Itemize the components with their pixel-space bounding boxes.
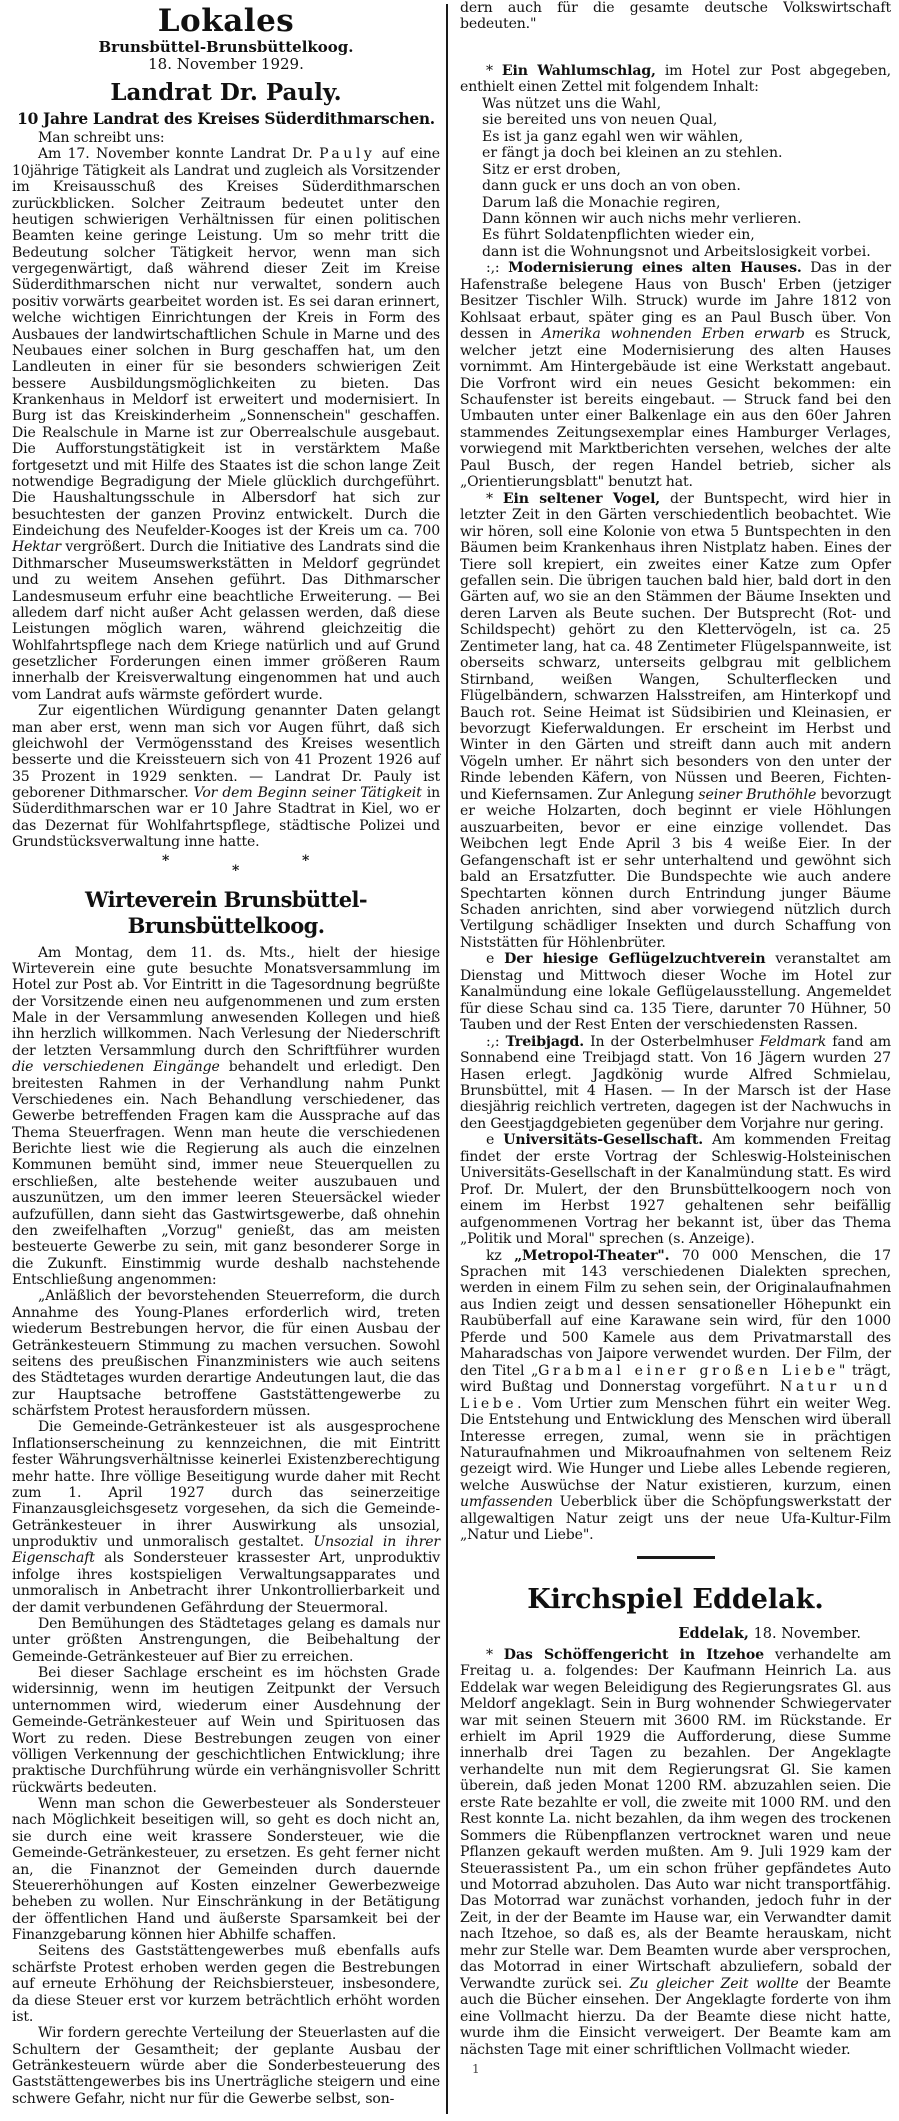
poem-line: Sitz er erst droben, [482,161,621,178]
italic-run: Amerika wohnenden Erben erwarb [541,326,805,343]
item-title: „Metropol-Theater". [514,1247,670,1264]
continuation-text: dern auch für die gesamte deutsche Volkswirtschaft bedeuten." [460,0,891,33]
text-run: Ueberblick über die Schöpfungswerkstatt der allgewaltigen Natur zeigt uns der neue Ufa-Kultur-Film „Natur und Liebe". [460,1494,891,1544]
article-paragraph: „Anläßlich der bevorstehenden Steuerreform, die durch Annahme des Young-Planes erforderlich wird, treten wiederum Bestrebungen hervor, die für einen Ausbau der Getränkesteuern Stimmung zu machen versuchen. Sowohl seitens des preußischen Finanzministers wie auch seitens des Städtetages wurden derartige Andeutungen laut, die das zur Hauptsache betroffene Gaststättengewerbe zu schärfstem Protest herausfordern müssen. [12,1288,440,1419]
text-run: der Buntspecht, wird hier in letzter Zeit in den Gärten verschiedentlich beobachtet. Wie wir hören, soll eine Kolonie von etwa 5 Buntspechten in den Bäumen beim Krankenhaus ihren Nistplatz haben. Eines der Tiere soll krepiert, ein zweites einer Katze zum Opfer gefallen sein. Die übrigen tauchen bald hier, bald dort in den Gärten auf, wo sie an den Stämmen der Bäume Insekten und deren Larven als Beute suchen. Der Butsprecht (Rot- und Schildspecht) gehört zu den Klettervögeln, ist ca. 25 Zentimeter lang, hat ca. 48 Zentimeter Flügelspannweite, ist oberseits schwarz, unterseits gelbgrau mit gelblichem Stirnband, weißen Wangen, Schulterflecken und Flügelbändern, schwarzen Halsstreifen, am Hinterkopf und Bauch rot. Seine Heimat ist Südsibirien und Kleinasien, er bevorzugt Kieferwaldungen. Er erscheint im Herbst und Winter in den Gärten und streift dann auch mit andern Vögeln umher. Er nährt sich besonders von den unter der Rinde lebenden Käfern, von Nüssen und Beeren, Fichten- und Kiefernsamen. Zur Anlegung [460,490,891,803]
item-title: Ein Wahlumschlag, [501,62,656,79]
section-title: Kirchspiel Eddelak. [527,1583,824,1615]
article-wirteverein [12,887,440,2108]
article-intro: Man schreibt uns: [38,130,165,146]
dateline [460,1625,861,1643]
item-title: Modernisierung eines alten Hauses. [508,260,802,277]
italic-run: seiner Bruthöhle [698,786,817,803]
italic-run: Unsozial in ihrer Eigenschaft [12,1534,440,1567]
section-kirchspiel [460,1585,891,2076]
text-run: Das in der Hafenstraße belegene Haus von Busch' Erben (jetziger Besitzer Tischler Wilh. Struck) wurde im Jahre 1812 von Kohlsaat erbaut, später ging es an Paul Busch über. Von dessen in [460,260,891,343]
dateline-place: Eddelak, [678,1624,749,1642]
article-headline: Landrat Dr. Pauly. [110,79,342,106]
item-modernisierung [460,260,891,490]
text-run: im Hotel zur Post abgegeben, enthielt einen Zettel mit folgendem Inhalt: [460,62,891,96]
item-title: Ein seltener Vogel, [502,490,661,507]
article-paragraph: Wir fordern gerechte Verteilung der Steuerlasten auf die Schultern der Gesamtheit; der geplante Ausbau der Getränkesteuern würde aber die Sonderbesteuerung des Gaststättengewerbes bis ins Unerträgliche steigern und eine schwere Gefahr, nicht nur für die Gewerbe selbst, son- [12,2025,440,2107]
article-subheadline: 10 Jahre Landrat des Kreises Süderdithmarschen. [17,110,435,128]
item-schoeffengericht [460,1647,891,2058]
dateline-date: 18. November. [753,1625,861,1642]
item-universitaet [460,1132,891,1247]
text-run: Die Gemeinde-Getränkesteuer ist als ausgesprochene Inflationserscheinung zu kennzeichnen, die mit Eintritt fester Währungsverhältnisse keinerlei Existenzberechtigung mehr hatte. Ihre völlige Beseitigung wurde daher mit Recht zum 1. April 1927 durch das seinerzeitige Finanzausgleichsgesetz vorgesehen, da sich die Gemeinde-Getränkesteuer in ihrer Auswirkung als unsozial, unproduktiv und unmoralisch gestaltet. [12,1419,440,1550]
text-run: Am Montag, dem 11. ds. Mts., hielt der hiesige Wirteverein eine gute besuchte Monatsversammlung im Hotel zur Post ab. Vor Eintritt in die Tagesordnung begrüßte der Vorsitzende einen neu aufgenommenen und zum ersten Male in der Versammlung anwesenden Kollegen und hieß ihn herzlich willkommen. Nach Verlesung der Niederschrift der letzten Versammlung durch den Schriftführer wurden [12,944,440,1059]
star: * [302,852,310,869]
article-landrat [12,79,440,851]
text-run: Am kommenden Freitag findet der erste Vortrag der Schleswig-Holsteinischen Universitäts-Gesellschaft in der Kanalmündung statt. Es wird Prof. Dr. Mulert, der den Brunsbüttelkoogern noch von einem im Herbst 1927 gehaltenen sehr beifällig aufgenommenen Vortrag her bekannt ist, über das Thema „Politik und Moral" sprechen (s. Anzeige). [460,1132,891,1248]
item-treibjagd [460,1034,891,1133]
text-run: der Beamte auch die Bücher einsehen. Der Angeklagte forderte von ihm eine Vollmacht hierzu. Da der Beamte diese nicht hatte, wurde ihm die Einsicht verweigert. Der Beamte kam am nächsten Tage mit einer schriftlichen Vollmacht wieder. [460,1975,891,2058]
article-paragraph [12,1419,440,1616]
article-headline: Wirteverein Brunsbüttel-Brunsbüttelkoog. [84,886,368,938]
text-run: es Struck, welcher jetzt eine Modernisierung des alten Hauses vornimmt. Am Hintergebäude ist eine Werkstatt angebaut. Die Vorfront wird ein neues Gesicht bekommen: ein Schaufenster ist bereits eingebaut. — Struck fand bei den Umbauten unter einer Balkenlage ein aus den 60er Jahren stammendes Zeitungsexemplar eines Hamburger Verlages, vorwiegend mit Marktberichten versehen, welches der alte Paul Busch, der regen Handel betrieb, sicher als „Orientierungsblatt" benutzt hat. [460,326,891,491]
text-run: 70 000 Menschen, die 17 Sprachen mit 143 verschiedenen Dialekten sprechen, werden in einem Film zu sehen sein, der Originalaufnahmen aus Indien zeigt und dessen sensationeller Höhepunkt ein Raubüberfall auf eine Karawane sein wird, für den 1000 Pferde und 500 Kamele aus dem Privatmarstall des Maharadschas von Jaipore verwendet wurden. Der Film, der den Titel „ [460,1247,891,1379]
spaced-name: Pauly [319,146,376,163]
item-marker: * [486,1646,493,1663]
text-run: Am 17. November konnte Landrat Dr. [38,146,313,163]
text-run: Zur eigentlichen Würdigung genannter Daten gelangt man aber erst, wenn man sich vor Augen führt, daß sich gleichwohl der Vermögensstand des Kreises wesentlich besserte und die Kreissteuern sich von 41 Prozent 1926 auf 35 Prozent in 1929 senkten. — Landrat Dr. Pauly ist geborener Dithmarscher. [12,703,440,801]
text-run: vergrößert. Durch die Initiative des Landrats sind die Dithmarscher Museumswerkstätten in Meldorf gegründet und zu weitem Ansehen geführt. Das Dithmarscher Landesmuseum erfuhr eine beachtliche Erweiterung. — Bei alledem darf nicht außer Acht gelassen werden, daß diese Leistungen möglich waren, während gleichzeitig die Wohlfahrtspflege nach dem Kriege natürlich und auf Grund gesetzlicher Forderungen einen immer größeren Raum innerhalb der Kreisverwaltung eingenommen hat und auch vom Landrat aufs wärmste gefördert wurde. [12,539,440,703]
poem-line: Darum laß die Monachie regiren, [482,194,721,211]
text-run: behandelt und erledigt. Den breitesten Rahmen in der Verhandlung nahm Punkt Verschiedenes ein. Nach Behandlung verschiedener, das Gewerbe betreffenden Fragen kam die Aussprache auf das Thema Steuerfragen. Wenn man heute die verschiedenen Berichte liest wie die Regierung als auch die einzelnen Kommunen bemüht sind, immer neue Steuerquellen zu erschließen, alte bestehende weiter auszubauen und auszunützen, um den immer leeren Steuersäckel wieder aufzufüllen, dann sieht das Gastwirtsgewerbe, daß ohnehin den zweifelhaften „Vorzug" genießt, das am meisten besteuerte Gewerbe zu sein, mit ganz besonderer Sorge in die Zukunft. Einstimmig wurde deshalb nachstehende Entschließung angenommen: [12,1059,440,1288]
spaced-run: Natur und Liebe. [460,1379,891,1412]
section-title: Lokales [157,3,295,39]
item-title: Der hiesige Geflügelzuchtverein [504,951,766,968]
article-paragraph: Bei dieser Sachlage erscheint es im höchsten Grade widersinnig, wenn im heutigen Zeitpunkt der Versuch unternommen wird, wiederum einer Ausdehnung der Gemeinde-Getränkesteuer auf Wein und Spirituosen das Wort zu reden. Diese Bestrebungen zeugen von einer völligen Verkennung der geschichtlichen Entwicklung; ihre praktische Durchführung würde ein verhängnisvoller Schritt rückwärts bedeuten. [12,1665,440,1796]
left-column [4,0,442,2107]
item-wahlumschlag [460,63,891,260]
item-marker: e [486,951,495,968]
article-paragraph [12,703,440,850]
place-heading: Brunsbüttel-Brunsbüttelkoog. [98,38,354,56]
text-run: fand am Sonnabend eine Treibjagd statt. Von 16 Jägern wurden 27 Hasen erlegt. Jagdkönig wurde Alfred Schmielau, Brunsbüttel, mit 4 Hasen. — In der Marsch ist der Hase diesjährig reichlich vertreten, dagegen ist der Nachwuchs in den Geestjagdgebieten gegenüber dem Vorjahre nur gering. [460,1033,891,1132]
item-marker: :,: [486,1033,500,1050]
italic-run: Vor dem Beginn seiner Tätigkeit [193,785,422,801]
item-paragraph [460,63,891,96]
poem [460,96,891,261]
text-run: auf eine 10jährige Tätigkeit als Landrat und zugleich als Vorsitzender im Kreisausschuß des Kreises Süderdithmarschen zurückblicken. Solcher Zeitraum bedeutet unter den heutigen schwierigen Verhältnissen für einen politischen Beamten keine geringe Leistung. Um so mehr tritt die Bedeutung solcher Tätigkeit hervor, wenn man sich vergegenwärtigt, daß während dieser Zeit im Kreise Süderdithmarschen nicht nur verwaltet, sondern auch positiv vorwärts gearbeitet worden ist. Es sei daran erinnert, welche wichtigen Einrichtungen der Kreis in Form des Ausbaues der landwirtschaftlichen Schule in Marne und des Neubaues einer solchen in Burg geschaffen hat, um den Landleuten in einer für sie besonders schwierigen Zeit bessere Ausbildungsmöglichkeiten zu bieten. Das Krankenhaus in Meldorf ist erweitert und modernisiert. In Burg ist das Kreiskinderheim „Sonnenschein" geschaffen. Die Realschule in Marne ist zur Oberrealschule ausgebaut. Die Aufforstungstätigkeit ist in verstärktem Maße fortgesetzt und mit Hilfe des Staates ist die schon lange Zeit notwendige Begradigung der Miele glücklich durchgeführt. Die Haushaltungsschule in Albersdorf hat sich zur besuchtesten der ganzen Provinz entwickelt. Durch die Eindeichung des Neufelder-Kooges ist der Kreis um ca. 700 [12,146,440,539]
text-run: veranstaltet am Dienstag und Mittwoch dieser Woche im Hotel zur Kanalmündung eine lokale Geflügelausstellung. Angemeldet für diese Schau sind ca. 135 Tiere, darunter 70 Hühner, 50 Tauben und der Rest Enten der verschiedensten Rassen. [460,951,891,1034]
item-title: Treibjagd. [505,1033,585,1050]
poem-line: Dann können wir auch nichs mehr verlieren. [482,210,802,227]
italic-run: Feldmark [759,1033,827,1050]
item-marker: * [486,62,493,79]
text-run: bevorzugt er weiche Holzarten, doch beginnt er viele Höhlungen auszuarbeiten, bevor er eine einzige vollendet. Das Weibchen legt Ende April 3 bis 4 weiße Eier. In der Gefangenschaft ist er sehr unterhaltend und gewöhnt sich bald an Ersatzfutter. Die Bundspechte wie auch andere Spechtarten können durch Entrindung junger Bäume Schaden anrichten, sind aber vorwiegend nützlich durch Vertilgung schädliger Insekten und durch Schaffung von Niststätten für Höhlenbrüter. [460,786,891,951]
poem-line: er fängt ja doch bei kleinen an zu stehlen. [482,145,783,162]
item-marker: :,: [486,260,500,277]
text-run: " trägt, wird Bußtag und Donnerstag vorgeführt. [460,1362,891,1396]
text-run: in Süderdithmarschen war er 10 Jahre Stadtrat in Kiel, wo er das Dezernat für Wohlfahrtspflege, städtische Polizei und Grundstücksverwaltung inne hatte. [12,785,440,851]
item-marker: kz [486,1247,502,1264]
item-marker: e [486,1132,495,1149]
issue-date: 18. November 1929. [148,55,304,73]
star: * [232,862,240,879]
poem-line: Es ist ja ganz egahl wen wir wählen, [482,128,744,145]
poem-line: dann ist die Wohnungsnot und Arbeitslosigkeit vorbei. [482,243,871,260]
text-run: als Sondersteuer krassester Art, unproduktiv infolge ihres kostspieligen Verwaltungsapparates und unmoralisch in Anbetracht ihrer Unkontrollierbarkeit und der damit verbundenen Gefährdung der Steuermoral. [12,1550,440,1616]
italic-run: die verschiedenen Eingänge [12,1059,220,1076]
article-paragraph [12,945,440,1289]
item-gefluegelzucht [460,951,891,1033]
article-paragraph: Seitens des Gaststättengewerbes muß ebenfalls aufs schärfste Protest erhoben werden gegen die Bestrebungen auf erneute Erhöhung der Reichsbiersteuer, insbesondere, da diese Steuer erst vor kurzem beträchtlich erhöht worden ist. [12,1943,440,2025]
star: * [162,852,170,869]
film-title: Grabmal einer großen Liebe [538,1362,839,1379]
poem-line: Was nützet uns die Wahl, [482,95,662,112]
section-separator [637,1556,715,1559]
star-separator [12,851,440,881]
text-run: verhandelte am Freitag u. a. folgendes: Der Kaufmann Heinrich La. aus Eddelak war wegen Beleidigung des Regierungsrates Gl. aus Meldorf angeklagt. Sein in Burg wohnender Schwiegervater war mit seinen Steuern mit 3600 RM. im Rückstande. Er erhielt im April 1929 die Aufforderung, diese Summe innerhalb drei Tagen zu bezahlen. Der Angeklagte verhandelte nun mit dem Regierungsrat Gl. Sie kamen überein, daß jeden Monat 1200 RM. abzuzahlen seien. Die erste Rate bezahlte er voll, die zweite mit 1000 RM. und den Rest konnte La. nicht bezahlen, da ihm wegen des trockenen Sommers die Rübenpflanzen vertrocknet waren und neue Pflanzen gekauft werden mußten. Am 9. Juli 1929 kam der Steuerassistent Pa., um ein schon früher gepfändetes Auto und Motorrad abzuholen. Das Auto war nicht transportfähig. Das Motorrad war zunächst vorhanden, jedoch fuhr in der Zeit, in der der Beamte im Hause war, ein Verwandter damit nach Itzehoe, so daß es, als der Beamte herauskam, nicht mehr zur Stelle war. Dem Beamten wurde aber versprochen, das Motorrad in einer Wirtschaft abzuliefern, sobald der Verwandte zurück sei. [460,1646,891,1992]
italic-run: Hektar [12,539,61,556]
spacer [460,33,891,63]
article-paragraph: Den Bemühungen des Städtetages gelang es damals nur unter größten Anstrengungen, die Beibehaltung der Gemeinde-Getränkesteuer auf Bier zu erreichen. [12,1615,440,1665]
italic-run: umfassenden [460,1494,553,1511]
item-title: Universitäts-Gesellschaft. [503,1132,704,1149]
right-column [452,0,895,2076]
continuation-mark: 1 [472,2062,480,2077]
item-vogel [460,491,891,952]
item-title: Das Schöffengericht in Itzehoe [503,1646,764,1663]
text-run: Vom Urtier zum Menschen führt ein weiter Weg. Die Entstehung und Entwicklung des Menschen wird überall Interesse erregen, zumal, wenn sie in prächtigen Naturaufnahmen und Mikroaufnahmen von seltenem Reiz gezeigt wird. Wie Hunger und Liebe alles Lebende regieren, welche Auswüchse der Natur existieren, kurzum, einen [460,1395,891,1494]
text-run: In der Osterbelmhuser [590,1033,754,1050]
item-metropol [460,1248,891,1544]
article-paragraph [12,146,440,703]
item-marker: * [486,490,493,507]
poem-line: sie bereited uns von neuen Qual, [482,112,718,129]
article-paragraph: Wenn man schon die Gewerbesteuer als Sondersteuer nach Möglichkeit beseitigen will, so geht es doch nicht an, sie durch eine weit krassere Sondersteuer, wie die Gemeinde-Getränkesteuer, zu ersetzen. Es geht ferner nicht an, die Finanznot der Gemeinden durch dauernde Steuererhöhungen auf Kosten einzelner Gewerbezweige beheben zu wollen. Nur Einschränkung in der Betätigung der öffentlichen Hand und äußerste Sparsamkeit bei der Finanzgebarung können hier Abhilfe schaffen. [12,1796,440,1943]
poem-line: dann guck er uns doch an von oben. [482,178,741,195]
italic-run: Zu gleicher Zeit wollte [629,1975,799,1992]
column-divider [446,4,448,2114]
poem-line: Es führt Soldatenpflichten wieder ein, [482,227,755,244]
